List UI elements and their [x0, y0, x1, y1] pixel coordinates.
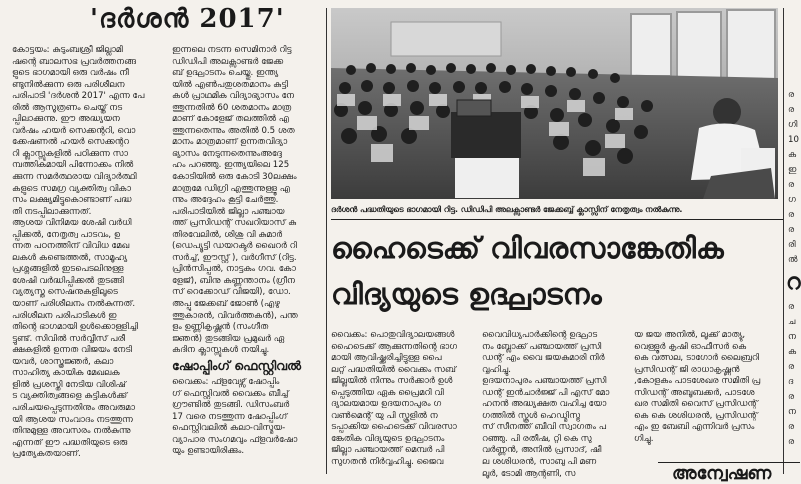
darshan-text-line: ന്നത പഠനത്തിന് വിവിധ മേഖ: [12, 241, 130, 252]
hitech-text-line: ഡന്റ് എം വൈ ജയകുമാരി നിർ: [482, 353, 605, 364]
darshan-text-line: പരിപാടിയിൽ ജില്ലാ പഞ്ചായ: [172, 206, 285, 217]
hitech-text-line: വൈവിധ്യപാർക്കിന്റെ ഉദ്ഘാട: [482, 330, 598, 340]
darshan-text-line: എന്നത് ഈ പദ്ധതിയുടെ ഒരു: [12, 437, 128, 448]
hitech-headline-line-2: വിദ്യയുടെ ഉദ്ഘാടനം: [331, 277, 602, 311]
edge-fragment: ര: [788, 90, 795, 100]
darshan-text-line: ട്ടുണ്ട്. സിവിൽ സർവ്വീസ് പരീ: [12, 333, 126, 344]
shopping-festival-headline: ഷോപ്പിംഗ് ഫെസ്റ്റിവൽ: [172, 358, 302, 373]
darshan-text-line: ഹം പറഞ്ഞു. ഇന്ത്യയിലെ 125: [172, 160, 290, 171]
hitech-text-line: വെള്ളൂർ കൃഷി ഓഫീസർ കെ: [634, 341, 747, 352]
adjacent-headline-fragment: റ: [786, 270, 801, 295]
column-divider: [326, 8, 327, 474]
adjacent-column-fragments: [788, 88, 800, 268]
darshan-text-line: മാത്രമേ ഡിഗ്രി എത്തുന്നുള്ളൂ എ: [172, 183, 291, 194]
edge-fragment: ര: [788, 225, 795, 235]
darshan-text-line: പരിചയപ്പെടുന്നതിനും അവരുമാ: [12, 402, 135, 413]
hitech-column-2: [482, 330, 629, 479]
hitech-text-line: ഡന്റ് ഇൻചാർജ്ജ് പി എസ് മോ: [482, 387, 610, 398]
hitech-text-line: സിഡന്റ് അബൂബക്കർ, പാടശേ: [634, 387, 755, 398]
darshan-text-line: മാനം മാത്രമാണ് ഉന്നതവിദ്യാ: [172, 137, 288, 148]
next-article-banner: [658, 462, 800, 484]
darshan-text-line: രിൽ ആസൂത്രണം ചെയ്ത് നട: [12, 102, 123, 113]
adjacent-column-fragments-lower: [788, 300, 800, 450]
shopping-text-line: 17 വരെ നടത്തുന്ന ഷോപ്പിംഗ്: [172, 411, 288, 422]
edge-fragment: ൽ: [788, 255, 798, 265]
hitech-headline-line-1: ഹൈടെക്ക് വിവരസാങ്കേതിക: [331, 231, 724, 265]
hitech-text-line: പ്രസിഡന്റ് ജി രാധാകൃഷ്ണൻ: [634, 364, 740, 375]
edge-fragment: ച: [788, 317, 796, 327]
section-divider: [331, 219, 783, 220]
darshan-text-line: സം ലക്ഷ്യമിട്ടുകൊണ്ടാണ് പദ്ധ: [12, 195, 132, 206]
hitech-text-line: കെ വത്സല, ടാഗോർ ലൈബ്രറി: [634, 353, 760, 364]
edge-fragment: ഗ: [788, 195, 796, 205]
edge-fragment: ര: [788, 362, 795, 372]
shopping-festival-article: [172, 356, 324, 474]
darshan-text-line: ഷന്റെ ബാലസഭ പ്രവർത്തനങ്ങ: [12, 56, 137, 67]
darshan-text-line: പ്രിൻസിപ്പൽ, നാട്ടകം ഗവ. കോ: [172, 264, 296, 275]
darshan-text-line: സ് റെക്കോഡ് വിജയി), ഡോ.: [172, 287, 291, 298]
shopping-text-line: വ്യാപാര സംഗമവും ഫ്ളവർഷോ: [172, 434, 298, 445]
edge-fragment: ര: [788, 392, 795, 402]
darshan-text-line: ളിൽ പ്രശസ്തി നേടിയ വിശിഷ്: [12, 379, 126, 390]
darshan-text-line: ലകൾ കണ്ടെത്തൽ, സാമൂഹ്യ: [12, 252, 128, 263]
shopping-festival-body: [172, 377, 324, 458]
shopping-text-line: ഗ്രൗണ്ടിൽ തുടങ്ങി. ഡിസംബർ: [172, 400, 290, 411]
darshan-text-line: ട വ്യക്തിത്വങ്ങളെ കുട്ടികൾക്ക്: [12, 391, 128, 402]
photo-caption: ദർശൻ പദ്ധതിയുടെ ഭാഗമായി റിട്ട. ഡിഡിപി അലക്സാണ്ടർ ജേക്കബ്ബ് ക്ലാസ്സിന് നേതൃത്വം നൽകുന്നു.: [331, 205, 683, 214]
hitech-text-line: ഖര സമിതി വൈസ് പ്രസിഡന്റ്: [634, 399, 758, 410]
darshan-text-line: ക്ഷകളിൽ ഉന്നത വിജയം നേടി: [12, 345, 132, 356]
hitech-text-line: ലൂർ, ടോമി ആന്റണി, സ: [482, 468, 576, 479]
hitech-text-line: ലറ്റ് പദ്ധതിയിൽ വൈക്കം സബ്: [331, 364, 457, 375]
edge-fragment: ര: [788, 210, 795, 220]
darshan-text-line: യാണ് പരിശീലനം നൽകുന്നത്.: [12, 299, 136, 310]
edge-fragment: ഇ: [788, 165, 797, 175]
edge-fragment: രി: [788, 240, 796, 250]
hitech-text-line: വൺമെന്റ് യു പി സ്കൂളിൽ ന: [331, 410, 438, 421]
darshan-text-line: കോട്ടയം: കുടുംബശ്രീ ജില്ലാമി: [12, 45, 123, 55]
hitech-column-1: [331, 330, 477, 475]
seminar-photo-illustration: [331, 8, 778, 199]
hitech-text-line: പ്പെടുത്തിയ ഏക പ്രൈമറി വി: [331, 387, 444, 398]
hitech-text-line: വൈക്കം: പൊതുവിദ്യാലയങ്ങൾ: [331, 330, 455, 340]
darshan-text-line: പ്പിലാക്കുന്നു. ഈ അദ്ധ്യയന: [12, 114, 120, 125]
darshan-text-line: വ്യത്യസ്ത സെഷനുകളിലൂടെ: [12, 287, 118, 298]
hitech-text-line: ഗത്തിൽ സ്കൂൾ ഹെഡ്മിസ്ട്ര: [482, 410, 581, 421]
hitech-text-line: ല ശശിധരൻ, സാബു പി മണ: [482, 457, 597, 468]
darshan-text-line: ണ്ടുനിൽക്കുന്ന ഒരു പരിശീലന: [12, 79, 125, 90]
edge-fragment: ന: [788, 407, 796, 417]
hitech-text-line: കെ കെ ശശിധരൻ, പ്രസിഡന്റ്: [634, 410, 758, 421]
darshan-text-line: (ഡെപ്യൂട്ടി ഡയറക്ടർ ഖൈറർ റി: [172, 241, 297, 252]
darshan-text-line: റി ക്ലാസ്സുകളിൽ പഠിക്കുന്ന സാ: [12, 148, 128, 159]
darshan-text-line: കൾ പ്രാഥമിക വിദ്യാഭ്യാസം നേ: [172, 91, 295, 102]
darshan-text-line: ഡിഡിപി അലക്സാണ്ടർ ജേക്ക: [172, 56, 284, 67]
shopping-text-line: ഗ് ഫെസ്റ്റിവൽ വൈക്കം ബീച്ച്: [172, 388, 289, 399]
darshan-text-line: സർച്ച്, ഈസ്റ്റ് ), വർഗീസ് (റിട്ട.: [172, 252, 297, 263]
hitech-text-line: റഞ്ഞു. പി രതീഷ, റ്റി കെ സു: [482, 433, 592, 444]
darshan-text-line: ശേഷി വർദ്ധിപ്പിക്കൽ തുടങ്ങി: [12, 275, 124, 286]
darshan-text-line: കദിന ക്ലാസ്സുകൾ നയിച്ചു.: [172, 345, 270, 356]
darshan-text-line: സാഹിത്യ കായിക മേഖലക: [12, 368, 120, 379]
edge-fragment: ഗി: [788, 120, 798, 130]
edge-fragment: ര: [788, 422, 795, 432]
hitech-text-line: ജില്ലയിൽ നിന്നും സർക്കാർ ഉൾ: [331, 376, 453, 387]
hitech-headline: [331, 225, 781, 317]
darshan-text-line: തി നടപ്പിലാക്കുന്നത്.: [12, 206, 92, 217]
hitech-text-line: ഉദയനാപുരം പഞ്ചായത്ത് പ്രസി: [482, 376, 607, 387]
hitech-text-line: ,കോളകം പാടശേഖര സമിതി പ്ര: [634, 376, 761, 387]
hitech-text-line: യ ജയ അനിൽ, ലൂക്ക് മാത്യു,: [634, 330, 746, 340]
hitech-text-line: സ് സീനത്ത് ബീവി സ്വാഗതം പ: [482, 422, 607, 433]
hitech-text-line: ഗിച്ചു.: [634, 433, 654, 444]
hitech-text-line: ടപ്പാക്കിയ ഹൈടെക്ക് വിവരസാ: [331, 422, 457, 433]
shopping-text-line: യും ഉണ്ടായിരിക്കും.: [172, 446, 245, 457]
darshan-text-line: ത്തുന്നതെന്നും അതിൽ 0.5 ശത: [172, 125, 295, 136]
darshan-text-line: തിന്റെ ഭാഗമായി ഉൾക്കൊള്ളിച്ചി: [12, 322, 139, 333]
darshan-text-line: വർഷം ഹയർ സെക്കന്ററി, വൊ: [12, 125, 136, 136]
seminar-photo: [331, 8, 778, 199]
darshan-text-line: ളുടെ ഭാഗമായി ഒരു വർഷം നീ: [12, 68, 129, 79]
darshan-text-line: കളുടെ സമഗ്ര വ്യക്തിത്വ വികാ: [12, 183, 131, 194]
hitech-text-line: ദ്യാലയമായ ഉദയനാപുരം ഗ: [331, 399, 442, 410]
darshan-text-line: മ്പത്തികമായി പിന്നോക്കം നിൽ: [12, 160, 134, 171]
hitech-text-line: വർണ്ണൻ, അനിൽ പ്രസാദ്, ഷീ: [482, 445, 602, 456]
darshan-text-line: യി ആശയ സംവാദം നടത്തുന്ന: [12, 414, 133, 425]
darshan-text-line: ത്തുകാരൻ, വിവർത്തകൻ), പന്ത: [172, 310, 298, 321]
darshan-text-line: പരിശീലന പരിപാടികൾ ഇ: [12, 310, 117, 321]
hitech-text-line: ജില്ലാ പഞ്ചായത്ത് മെമ്പർ പി: [331, 445, 445, 456]
hitech-text-line: ങ്കേതിക വിദ്യയുടെ ഉദ്ഘാടനം: [331, 433, 445, 444]
hitech-text-line: ഹനൻ അദ്ധ്യക്ഷത വഹിച്ച യോ: [482, 399, 607, 410]
darshan-headline: 'ദർശൻ 2017': [90, 4, 285, 34]
hitech-text-line: ഹൈടെക്ക് ആക്കുന്നതിന്റെ ഭാഗ: [331, 341, 458, 352]
darshan-text-line: ക്കുന്ന സമർത്ഥരായ വിദ്യാർത്ഥി: [12, 172, 137, 183]
darshan-column-2: [172, 45, 324, 356]
hitech-text-line: മായി ആവിഷ്ക്കരിച്ചിട്ടുള്ള പൈ: [331, 353, 442, 364]
hitech-text-line: സുഗതൻ നിർവ്വഹിച്ചു. ജൈവ: [331, 457, 444, 468]
darshan-text-line: ബ് ഉദ്ഘാടനം ചെയ്തു. ഇന്ത്യ: [172, 68, 279, 79]
edge-fragment: ര: [788, 437, 795, 447]
next-article-headline-fragment: അന്വേഷണ: [672, 463, 772, 484]
right-column-divider: [783, 8, 784, 474]
darshan-text-line: ളേജ്), ബിനു കണ്ണന്താനം (ഗ്രീന: [172, 275, 295, 286]
darshan-text-line: പരിപാടി 'ദർശൻ 2017' എന്ന പേ: [12, 91, 145, 102]
darshan-text-line: അപ്പു ജേക്കബ് ജോൺ (എഴു: [172, 299, 280, 310]
darshan-text-line: ആശയ വിനിമയ ശേഷി വർധി: [12, 218, 132, 229]
darshan-text-line: ഭ്യാസം നേടുന്നതെന്നുംഅദ്ദേ: [172, 148, 282, 159]
shopping-text-line: ഫെസ്റ്റിവലിൽ കലാ-വിസ്മയ-: [172, 423, 286, 434]
edge-fragment: ക: [788, 347, 797, 357]
darshan-text-line: പ്രശ്നങ്ങളിൽ ഇടപെടലിനുള്ള: [12, 264, 124, 275]
edge-fragment: ര: [788, 302, 795, 312]
darshan-text-line: ജ്ഞൻ) തുടങ്ങിയ പ്രമുഖർ ഏ: [172, 333, 285, 344]
edge-fragment: ദ: [788, 377, 794, 387]
shopping-text-line: വൈക്കം: ഫ്ളവേഴ്സ് ഷോപ്പിം: [172, 377, 280, 387]
darshan-text-line: ന്നും അദ്ദേഹം കൂട്ടി ചേർത്തു.: [172, 195, 279, 206]
darshan-text-line: ഇന്നലെ നടന്ന സെമിനാർ റിട്ട: [172, 45, 292, 55]
hitech-text-line: എം ഇ ബേബി എന്നിവർ പ്രസം: [634, 422, 755, 433]
edge-fragment: ര: [788, 180, 795, 190]
darshan-text-line: പ്രത്യേകതയാണ്.: [12, 449, 81, 460]
edge-fragment: 10: [788, 135, 799, 145]
darshan-text-line: യിൽ എൺപതുശതമാനം കുട്ടി: [172, 79, 289, 90]
hitech-text-line: വ്വഹിച്ചു.: [482, 364, 512, 375]
darshan-column-1: [12, 45, 162, 475]
hitech-text-line: നം ബ്ലോക്ക് പഞ്ചായത്ത് പ്രസി: [482, 341, 602, 352]
darshan-text-line: തിരവേലിൽ, ശിശു വി കുമാർ: [172, 229, 283, 240]
darshan-text-line: മാണ് കോളേജ് തലത്തിൽ എ: [172, 114, 290, 125]
darshan-text-line: ത്ത് പ്രസിഡന്റ് സഖറിയാസ് കു: [172, 218, 297, 229]
darshan-text-line: പ്പിക്കൽ, നേതൃത്വ പാടവം, ഉ: [12, 229, 121, 240]
darshan-text-line: ക്കേഷണൽ ഹയർ സെക്കന്ററ: [12, 137, 130, 148]
darshan-text-line: ളം ഉണ്ണികൃഷ്ണൻ (സംഗീത: [172, 322, 269, 333]
darshan-text-line: തിനുമുള്ള അവസരം നൽകുന്നു: [12, 426, 131, 437]
darshan-text-line: കോടിയിൽ ഒരു കോടി 30ലക്ഷം: [172, 172, 297, 183]
edge-fragment: ക: [788, 150, 797, 160]
hitech-column-3: [634, 330, 781, 460]
darshan-text-line: യവർ, ശാസ്ത്രജ്ഞർ, കലാ: [12, 356, 114, 367]
edge-fragment: ര: [788, 105, 795, 115]
edge-fragment: ന: [788, 332, 796, 342]
darshan-text-line: ത്തുന്നതിൽ 60 ശതമാനം മാത്ര: [172, 102, 292, 113]
